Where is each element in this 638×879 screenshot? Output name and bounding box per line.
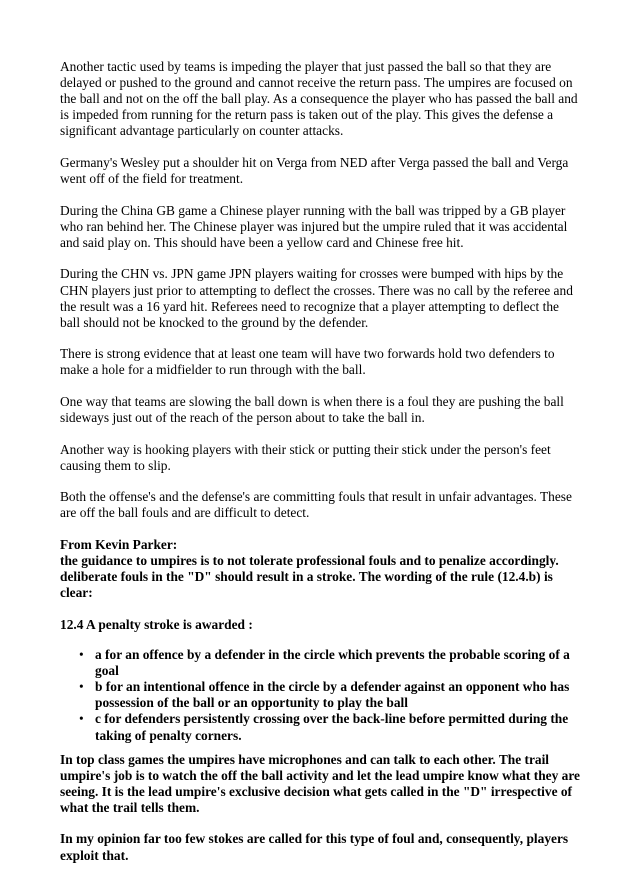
paragraph-off-ball-fouls: Both the offense's and the defense's are committing fouls that result in unfair advantages. These are off the ball fouls and are difficult to detect. bbox=[60, 489, 572, 521]
paragraph-wesley-verga: Germany's Wesley put a shoulder hit on Verga from NED after Verga passed the ball and Verga went off of the field for treatment. bbox=[60, 154, 569, 187]
parker-block bbox=[60, 537, 582, 601]
parker-heading: From Kevin Parker: bbox=[60, 537, 178, 553]
rule-item-a bbox=[79, 647, 582, 679]
paragraph-opinion: In my opinion far too few stokes are called for this type of foul and, consequently, players exploit that. bbox=[60, 831, 569, 863]
rule-list bbox=[60, 647, 582, 744]
paragraph-microphones: In top class games the umpires have microphones and can talk to each other. The trail umpire's job is to watch the off the ball activity and let the lead umpire know what they are seeing. It is the lead umpire's exclusive decision what gets called in the "D" irrespective of what the trail tells them. bbox=[60, 751, 580, 815]
rule-item-text: a for an offence by a defender in the circle which prevents the probable scoring of a goal bbox=[95, 647, 570, 679]
paragraph-china-gb: During the China GB game a Chinese player running with the ball was tripped by a GB player who ran behind her. The Chinese player was injured but the umpire ruled that it was accidental and said play on. This should have been a yellow card and Chinese free hit. bbox=[60, 202, 568, 250]
bullet-icon: • bbox=[79, 647, 84, 663]
paragraph-two-forwards: There is strong evidence that at least one team will have two forwards hold two defenders to make a hole for a midfielder to run through with the ball. bbox=[60, 346, 555, 378]
rule-item-c bbox=[79, 711, 582, 743]
rule-item-text: c for defenders persistently crossing over the back-line before permitted during the taking of penalty corners. bbox=[95, 711, 569, 743]
document-page bbox=[60, 59, 582, 879]
paragraph-chn-jpn: During the CHN vs. JPN game JPN players waiting for crosses were bumped with hips by the CHN players just prior to attempting to deflect the crosses. There was no call by the referee and the result was a 16 yard hit. Referees need to recognize that a player attempting to deflect the ball should not be knocked to the ground by the defender. bbox=[60, 266, 573, 330]
rule-item-b bbox=[79, 679, 582, 711]
rule-item-text: b for an intentional offence in the circle by a defender against an opponent who has possession of the ball or an opportunity to play the ball bbox=[95, 679, 570, 711]
parker-line-1: the guidance to umpires is to not tolerate professional fouls and to penalize accordingly. bbox=[60, 553, 559, 569]
parker-line-2: deliberate fouls in the "D" should result in a stroke. The wording of the rule (12.4.b) is clear: bbox=[60, 569, 553, 601]
paragraph-slowing-ball: One way that teams are slowing the ball down is when there is a foul they are pushing the ball sideways just out of the reach of the person about to take the ball in. bbox=[60, 394, 564, 426]
bullet-icon: • bbox=[79, 711, 84, 727]
rule-heading: 12.4 A penalty stroke is awarded : bbox=[60, 616, 253, 632]
paragraph-hooking: Another way is hooking players with their stick or putting their stick under the person's feet causing them to slip. bbox=[60, 441, 551, 473]
paragraph-impeding-tactic: Another tactic used by teams is impeding the player that just passed the ball so that they are delayed or pushed to the ground and cannot receive the return pass. The umpires are focused on the ball and not on the off the ball play. As a consequence the player who has passed the ball and is impeded from running for the return pass is taken out of the play. This gives the defense a significant advantage particularly on counter attacks. bbox=[60, 59, 578, 139]
bullet-icon: • bbox=[79, 679, 84, 695]
